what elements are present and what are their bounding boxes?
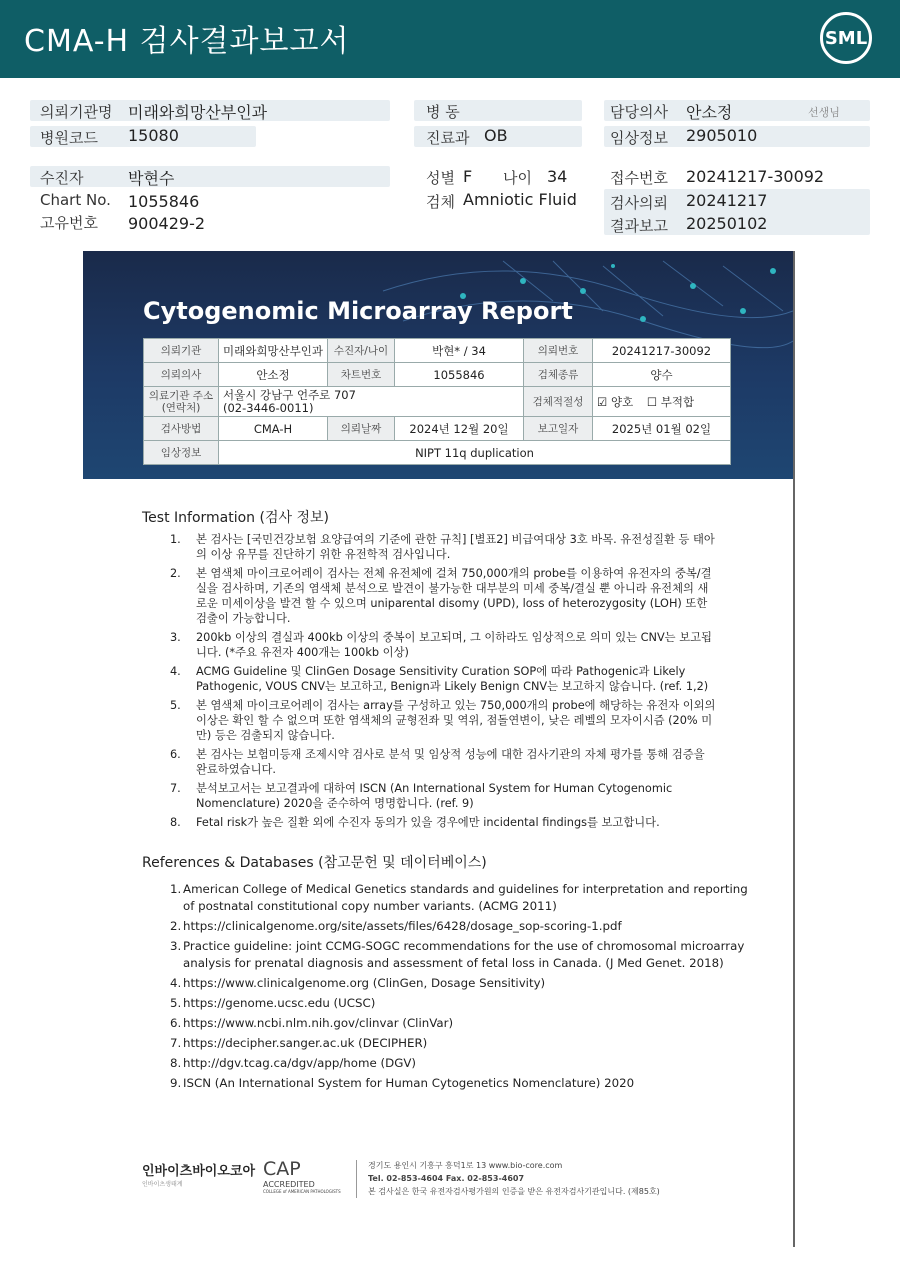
brand-name: 인바이츠바이오코아 bbox=[142, 1164, 256, 1179]
item-number: 5. bbox=[170, 996, 182, 1010]
patient-box bbox=[30, 166, 390, 187]
cell: 박현* / 34 bbox=[395, 339, 524, 363]
unique-label: 고유번호 bbox=[40, 214, 98, 232]
inadequate-checkbox: ☐ 부적합 bbox=[646, 394, 695, 409]
hospital-code-value: 15080 bbox=[128, 126, 179, 145]
item-number: 5. bbox=[170, 699, 181, 712]
title-bar bbox=[0, 0, 900, 78]
address-line: 경기도 용인시 기흥구 흥덕1로 13 www.bio-core.com bbox=[368, 1161, 563, 1170]
item-number: 6. bbox=[170, 1016, 182, 1030]
receipt-value: 20241217-30092 bbox=[686, 167, 825, 186]
item-text: ISCN (An International System for Human Cytogenetics Nomenclature) 2020 bbox=[183, 1076, 635, 1090]
item-number: 3. bbox=[170, 939, 182, 953]
list-item bbox=[170, 815, 718, 830]
item-text: 본 염색체 마이크로어레이 검사는 전체 유전체에 걸쳐 750,000개의 probe를 이용하여 유전자의 중복/결실을 검사하며, 기존의 염색체 분석으로 발견이 불가능한 대부분의 미세 중복/결실 뿐 아니라 유전체의 새로운 미세이상을 발견 할 수 있으며 uniparental disomy (UPD), loss of heterozygosity (LOH) 또한 검출이 가능합니다. bbox=[196, 567, 712, 625]
report-title: Cytogenomic Microarray Report bbox=[143, 297, 573, 325]
cell: 2025년 01월 02일 bbox=[593, 417, 731, 441]
footer-address-block bbox=[368, 1159, 660, 1198]
biocore-logo bbox=[142, 1160, 255, 1188]
chart-label: Chart No. bbox=[40, 191, 111, 209]
table-row bbox=[144, 339, 731, 363]
ward-label: 병 동 bbox=[426, 103, 460, 121]
list-item bbox=[170, 1015, 750, 1032]
cell: 의뢰날짜 bbox=[328, 417, 395, 441]
cell: 검체종류 bbox=[524, 363, 593, 387]
references-title: References & Databases (참고문헌 및 데이터베이스) bbox=[142, 855, 487, 871]
item-text: 본 검사는 보험미등재 조제시약 검사로 분석 및 임상적 성능에 대한 검사기관의 자체 평가를 통해 검증을 완료하였습니다. bbox=[196, 748, 705, 776]
address: 서울시 강남구 언주로 707 bbox=[223, 387, 356, 402]
cell: 임상정보 bbox=[144, 441, 219, 465]
cell: 의뢰기관 bbox=[144, 339, 219, 363]
item-number: 2. bbox=[170, 919, 182, 933]
item-text: https://decipher.sanger.ac.uk (DECIPHER) bbox=[183, 1036, 428, 1050]
list-item bbox=[170, 532, 718, 562]
age-label: 나이 bbox=[503, 169, 532, 187]
test-info-list bbox=[170, 532, 718, 834]
table-row bbox=[144, 441, 731, 465]
specimen-label: 검체 bbox=[426, 193, 455, 211]
list-item bbox=[170, 566, 718, 626]
adequate-checkbox: ☑ 양호 bbox=[597, 394, 634, 409]
cell: 의료기관 주소 (연락처) bbox=[144, 387, 219, 417]
list-item bbox=[170, 747, 718, 777]
item-number: 2. bbox=[170, 567, 181, 580]
report-info-table bbox=[143, 338, 731, 465]
item-number: 4. bbox=[170, 976, 182, 990]
item-number: 7. bbox=[170, 782, 181, 795]
cell: 20241217-30092 bbox=[593, 339, 731, 363]
doctor-value: 안소정 bbox=[686, 103, 733, 122]
item-text: https://www.clinicalgenome.org (ClinGen, Dosage Sensitivity) bbox=[183, 976, 546, 990]
item-number: 1. bbox=[170, 882, 182, 896]
brand-sub: 인바이츠생태계 bbox=[142, 1181, 183, 1188]
clinical-value: 2905010 bbox=[686, 126, 758, 145]
item-number: 6. bbox=[170, 748, 181, 761]
list-item bbox=[170, 975, 750, 992]
age-value: 34 bbox=[547, 167, 568, 186]
item-text: 200kb 이상의 결실과 400kb 이상의 중복이 보고되며, 그 이하라도 임상적으로 의미 있는 CNV는 보고됩니다. (*주요 유전자 400개는 100kb 이상) bbox=[196, 631, 712, 659]
clinical-label: 임상정보 bbox=[610, 129, 668, 147]
patient-label: 수진자 bbox=[40, 169, 84, 187]
cell: 검체적절성 bbox=[524, 387, 593, 417]
cap-sub: ACCREDITED bbox=[263, 1180, 315, 1189]
references-list bbox=[170, 881, 750, 1095]
list-item bbox=[170, 698, 718, 743]
institution-value: 미래와희망산부인과 bbox=[128, 103, 268, 122]
item-number: 8. bbox=[170, 816, 181, 829]
cap-text: CAP bbox=[263, 1158, 301, 1180]
cap-tiny: COLLEGE of AMERICAN PATHOLOGISTS bbox=[263, 1189, 341, 1194]
table-row bbox=[144, 387, 731, 417]
doctor-suffix: 선생님 bbox=[808, 106, 840, 119]
sex-label: 성별 bbox=[426, 169, 455, 187]
cell: 의뢰의사 bbox=[144, 363, 219, 387]
item-text: 본 검사는 [국민건강보험 요양급여의 기준에 관한 규칙] [별표2] 비급여대상 3호 바목. 유전성질환 등 태아의 이상 유무를 진단하기 위한 유전학적 검사입니다. bbox=[196, 533, 715, 561]
result-value: 20250102 bbox=[686, 214, 768, 233]
list-item bbox=[170, 781, 718, 811]
specimen-value: Amniotic Fluid bbox=[463, 190, 577, 209]
result-label: 결과보고 bbox=[610, 217, 668, 235]
unique-value: 900429-2 bbox=[128, 214, 206, 233]
list-item bbox=[170, 881, 750, 915]
item-text: ACMG Guideline 및 ClinGen Dosage Sensitivity Curation SOP에 따라 Pathogenic과 Likely Pathogenic, VOUS CNV는 보고하고, Benign과 Likely Benign CNV는 보고하지 않습니다. (ref. 1,2) bbox=[196, 665, 709, 693]
phone: (02-3446-0011) bbox=[223, 400, 314, 415]
list-item bbox=[170, 1055, 750, 1072]
list-item bbox=[170, 1075, 750, 1092]
page-border bbox=[793, 251, 795, 1247]
cell: 검사방법 bbox=[144, 417, 219, 441]
cap-logo bbox=[263, 1158, 341, 1194]
table-row bbox=[144, 363, 731, 387]
cell: 2024년 12월 20일 bbox=[395, 417, 524, 441]
cell bbox=[219, 387, 524, 417]
list-item bbox=[170, 664, 718, 694]
item-number: 3. bbox=[170, 631, 181, 644]
doctor-label: 담당의사 bbox=[610, 103, 668, 121]
cert-line: 본 검사실은 한국 유전자검사평가원의 인증을 받은 유전자검사기관입니다. (제85호) bbox=[368, 1187, 660, 1196]
item-number: 4. bbox=[170, 665, 181, 678]
list-item bbox=[170, 938, 750, 972]
request-label: 검사의뢰 bbox=[610, 194, 668, 212]
item-text: https://clinicalgenome.org/site/assets/files/6428/dosage_sop-scoring-1.pdf bbox=[183, 919, 622, 933]
tel-line: Tel. 02-853-4604 Fax. 02-853-4607 bbox=[368, 1174, 525, 1183]
cell bbox=[593, 387, 731, 417]
item-text: 분석보고서는 보고결과에 대하여 ISCN (An International System for Human Cytogenomic Nomenclature) 2020을 준수하여 명명합니다. (ref. 9) bbox=[196, 782, 673, 810]
department-label: 진료과 bbox=[426, 129, 470, 147]
item-text: https://www.ncbi.nlm.nih.gov/clinvar (ClinVar) bbox=[183, 1016, 454, 1030]
cell: 안소정 bbox=[219, 363, 328, 387]
item-text: https://genome.ucsc.edu (UCSC) bbox=[183, 996, 376, 1010]
list-item bbox=[170, 995, 750, 1012]
request-value: 20241217 bbox=[686, 191, 768, 210]
cell: 수진자/나이 bbox=[328, 339, 395, 363]
cell: CMA-H bbox=[219, 417, 328, 441]
item-text: Practice guideline: joint CCMG-SOGC recommendations for the use of chromosomal microarray analysis for prenatal diagnosis and assessment of fetal loss in Canada. (J Med Genet. 2018) bbox=[183, 939, 745, 970]
list-item bbox=[170, 1035, 750, 1052]
cell: 차트번호 bbox=[328, 363, 395, 387]
institution-label: 의뢰기관명 bbox=[40, 103, 113, 121]
department-value: OB bbox=[484, 126, 508, 145]
item-text: Fetal risk가 높은 질환 외에 수진자 동의가 있을 경우에만 incidental findings를 보고합니다. bbox=[196, 816, 660, 829]
sex-value: F bbox=[463, 167, 473, 186]
sml-logo: SML bbox=[820, 12, 872, 64]
patient-value: 박현수 bbox=[128, 169, 175, 188]
cell: 1055846 bbox=[395, 363, 524, 387]
hospital-code-label: 병원코드 bbox=[40, 129, 98, 147]
item-number: 8. bbox=[170, 1056, 182, 1070]
item-text: http://dgv.tcag.ca/dgv/app/home (DGV) bbox=[183, 1056, 417, 1070]
list-item bbox=[170, 630, 718, 660]
footer-divider bbox=[356, 1160, 357, 1198]
item-number: 9. bbox=[170, 1076, 182, 1090]
report-banner bbox=[83, 251, 793, 479]
receipt-label: 접수번호 bbox=[610, 169, 668, 187]
item-number: 1. bbox=[170, 533, 181, 546]
table-row bbox=[144, 417, 731, 441]
cell: 미래와희망산부인과 bbox=[219, 339, 328, 363]
cell: 의뢰번호 bbox=[524, 339, 593, 363]
page-title: CMA-H 검사결과보고서 bbox=[24, 24, 350, 59]
chart-value: 1055846 bbox=[128, 192, 200, 211]
item-number: 7. bbox=[170, 1036, 182, 1050]
item-text: 본 염색체 마이크로어레이 검사는 array를 구성하고 있는 750,000개의 probe에 해당하는 유전자 이외의 이상은 확인 할 수 없으며 또한 염색체의 균형전좌 및 역위, 점돌연변이, 낮은 레벨의 모자이시즘 (20% 미만) 등은 검출되지 않습니다. bbox=[196, 699, 716, 742]
cell: NIPT 11q duplication bbox=[219, 441, 731, 465]
cell: 양수 bbox=[593, 363, 731, 387]
item-text: American College of Medical Genetics standards and guidelines for interpretation and reporting of postnatal constitutional copy number variants. (ACMG 2011) bbox=[183, 882, 748, 913]
test-info-title: Test Information (검사 정보) bbox=[142, 510, 329, 526]
cell: 보고일자 bbox=[524, 417, 593, 441]
list-item bbox=[170, 918, 750, 935]
